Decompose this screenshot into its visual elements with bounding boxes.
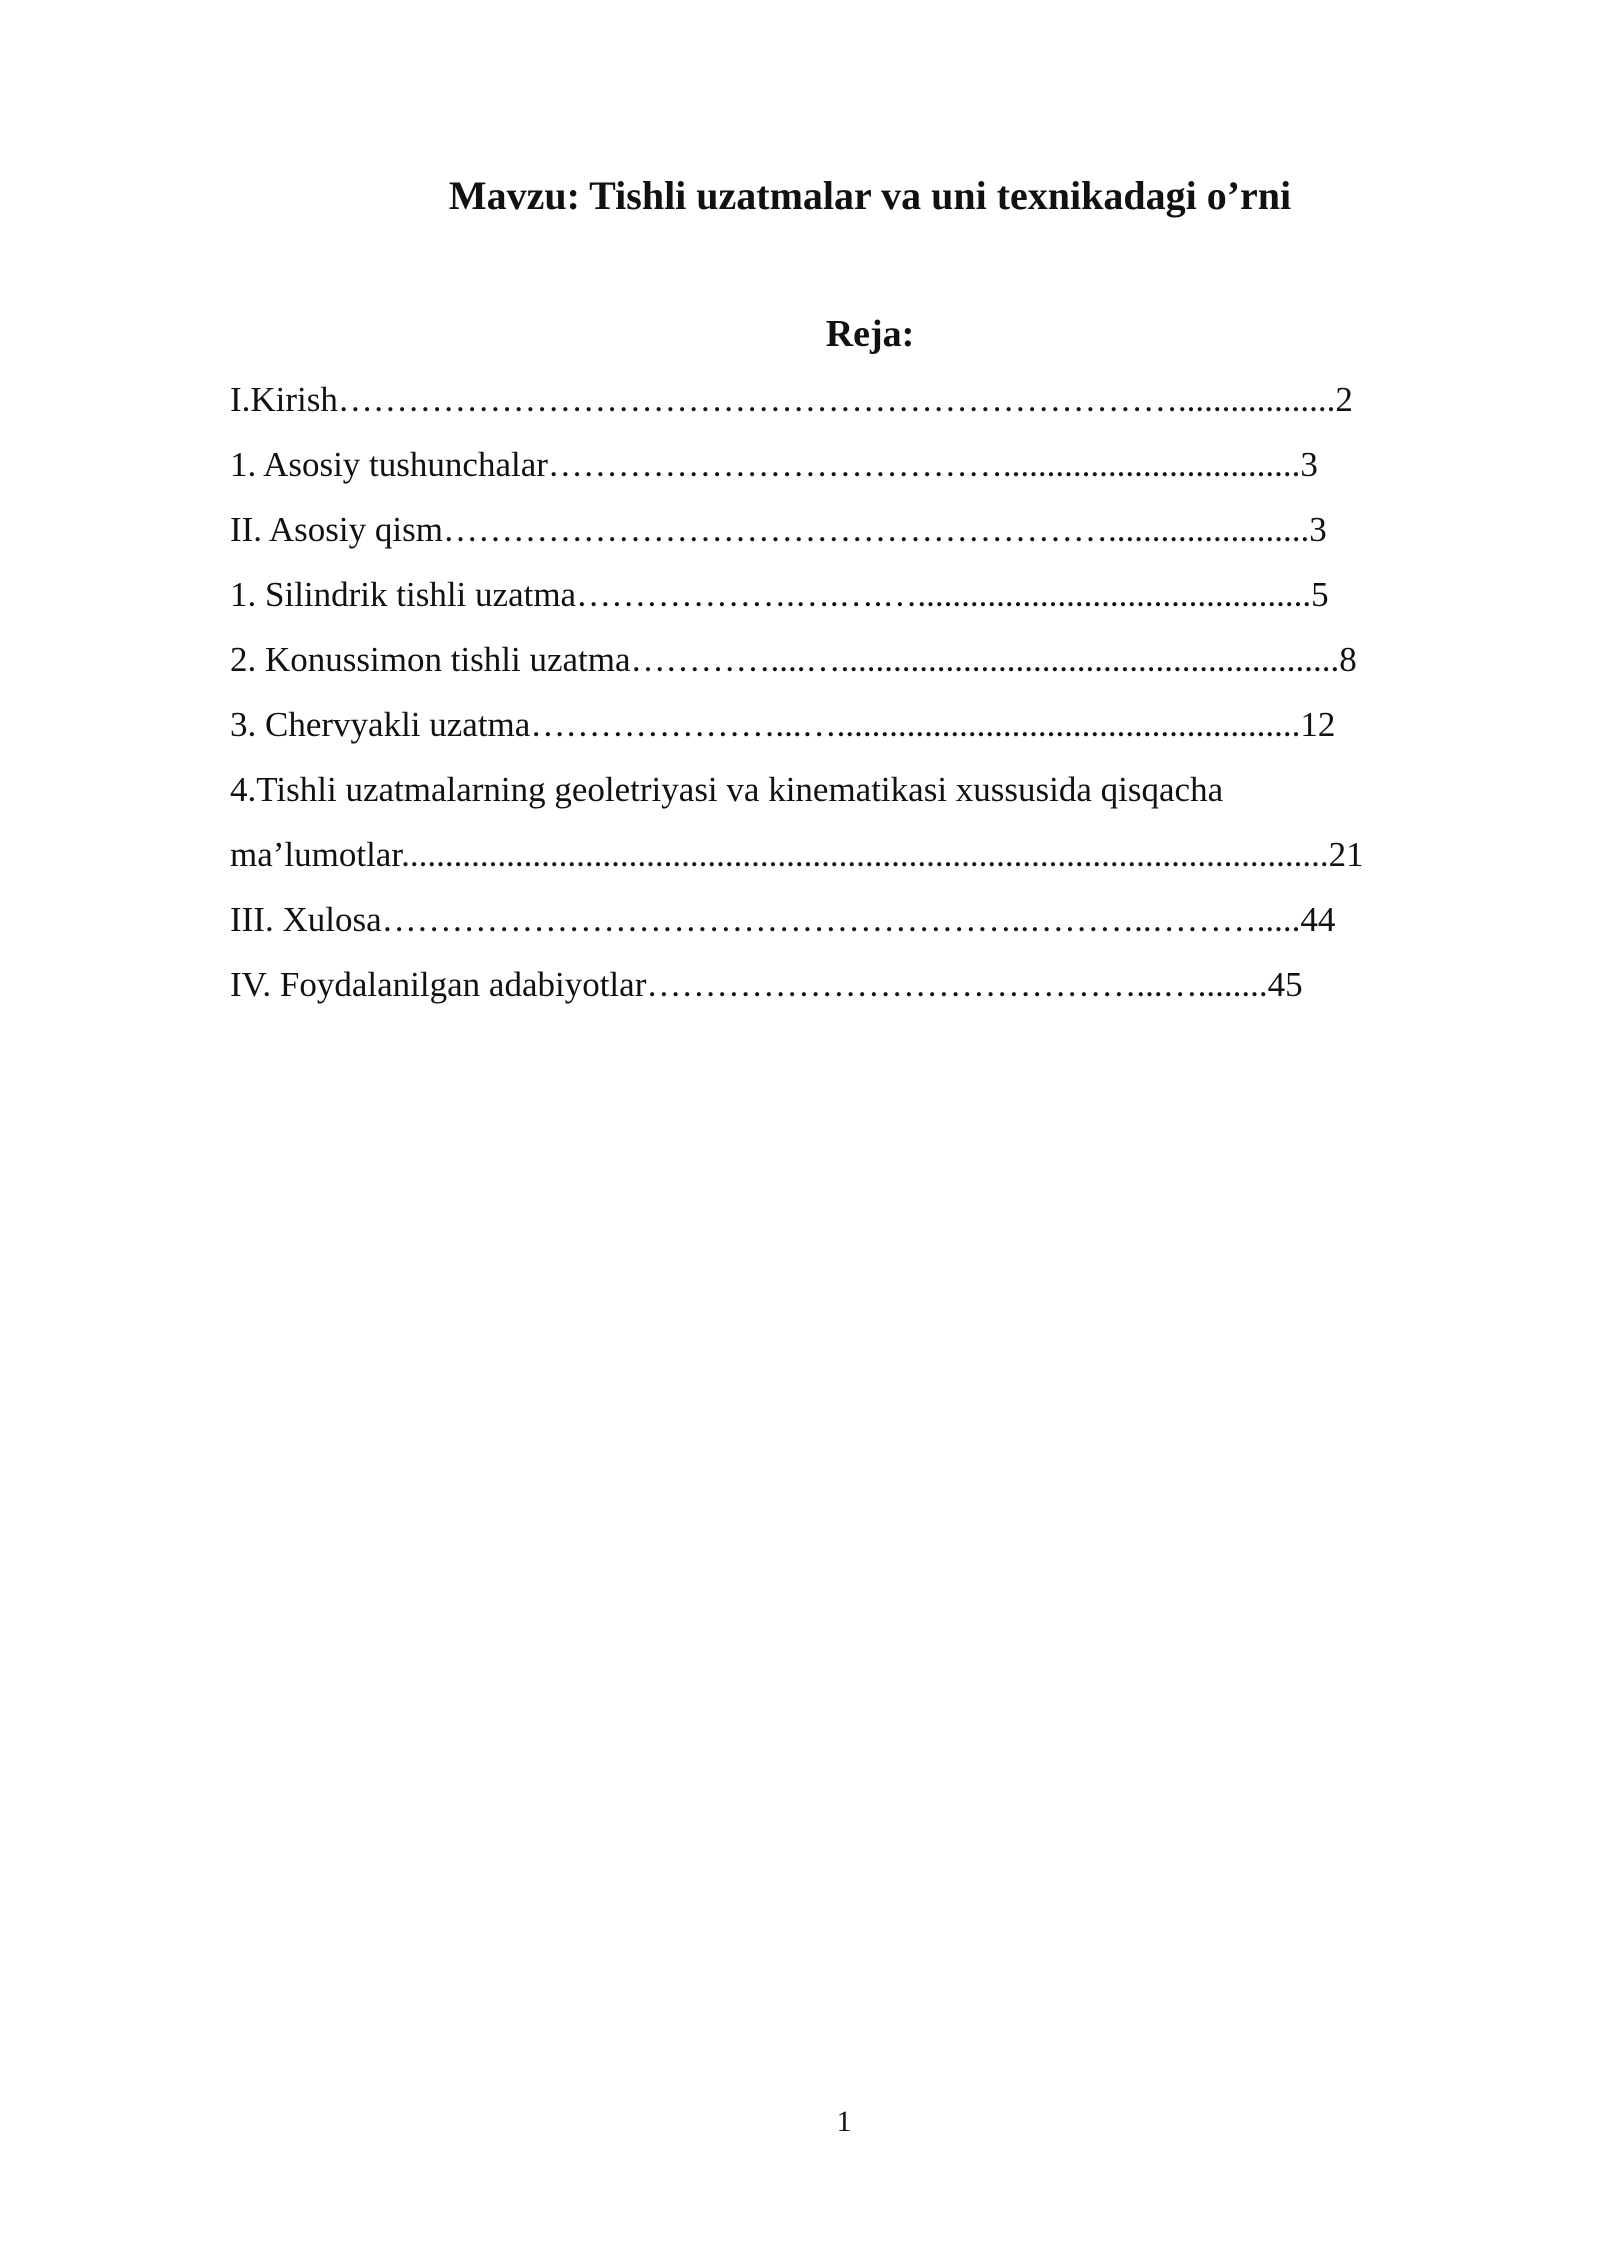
document-title: Mavzu: Tishli uzatmalar va uni texnikadagi o’rni: [448, 173, 1292, 218]
plan-heading: Reja:: [825, 313, 915, 355]
toc-entry-xulosa: III. Xulosa………………………………………………..………..……….....44: [230, 900, 1336, 939]
toc-entry-chervyakli: 3. Chervyakli uzatma…………………...….....................................................12: [230, 705, 1336, 744]
toc-entry-silindrik: 1. Silindrik tishli uzatma……………….….….….............................................5: [230, 575, 1329, 614]
toc-entry-geometriya-line1: 4.Tishli uzatmalarning geoletriyasi va kinematikasi xussusida qisqacha: [230, 770, 1224, 809]
toc-entry-asosiy-tushunchalar: 1. Asosiy tushunchalar…………………………………..................................3: [230, 445, 1318, 484]
table-of-contents: [230, 372, 1460, 1022]
toc-entry-geometriya-line2: ma’lumotlar..........................................................................................................21: [230, 835, 1364, 874]
toc-entry-kirish: I.Kirish………………………………………………………………..................2: [230, 380, 1353, 419]
toc-entry-asosiy-qism: II. Asosiy qism………………………………………………….......................3: [230, 510, 1327, 549]
toc-entry-adabiyotlar: IV. Foydalanilgan adabiyotlar……………………………………...…........45: [230, 965, 1303, 1004]
toc-entry-konussimon: 2. Konussimon tishli uzatma…………....….........................................................8: [230, 640, 1357, 679]
page-number: 1: [836, 2105, 852, 2138]
